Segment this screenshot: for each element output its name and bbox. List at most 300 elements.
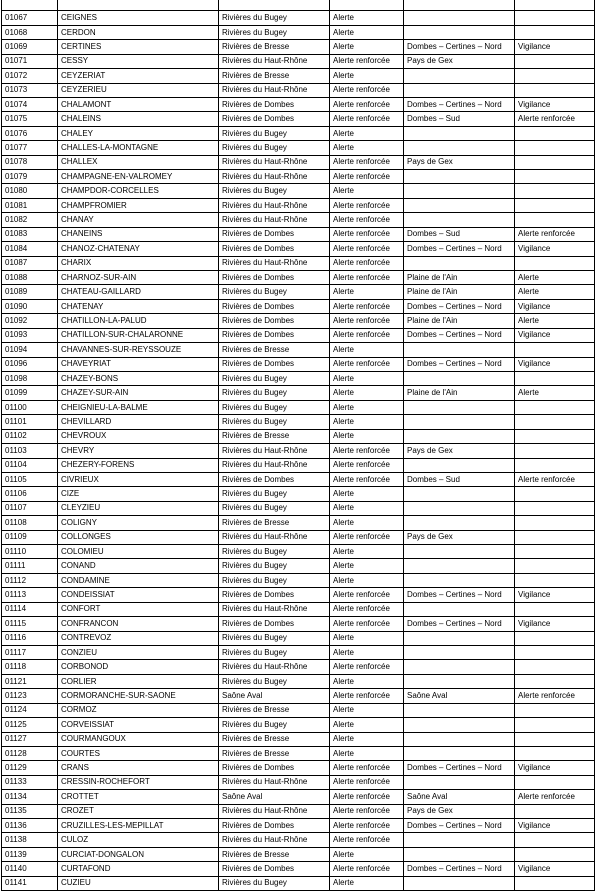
cell-situation-riviere: Alerte bbox=[330, 386, 404, 400]
cell-situation-nappe bbox=[515, 602, 595, 616]
cell-code: 01102 bbox=[2, 429, 58, 443]
cell-zone-nappe bbox=[404, 141, 515, 155]
cell-code: 01107 bbox=[2, 501, 58, 515]
cell-situation-riviere: Alerte renforcée bbox=[330, 444, 404, 458]
cell-zone-nappe: Dombes – Certines – Nord bbox=[404, 862, 515, 876]
cell-situation-riviere: Alerte renforcée bbox=[330, 271, 404, 285]
cell-situation-nappe: Vigilance bbox=[515, 242, 595, 256]
cell-zone-nappe bbox=[404, 0, 515, 11]
cell-situation-riviere: Alerte bbox=[330, 429, 404, 443]
cell-commune: CORMOZ bbox=[58, 703, 219, 717]
cell-commune: CESSY bbox=[58, 54, 219, 68]
cell-situation-nappe bbox=[515, 559, 595, 573]
cell-situation-nappe bbox=[515, 545, 595, 559]
cell-situation-nappe bbox=[515, 530, 595, 544]
cell-code: 01110 bbox=[2, 545, 58, 559]
cell-zone-nappe: Dombes – Sud bbox=[404, 112, 515, 126]
cell-situation-nappe bbox=[515, 126, 595, 140]
cell-situation-nappe: Vigilance bbox=[515, 819, 595, 833]
cell-situation-nappe bbox=[515, 83, 595, 97]
cell-situation-nappe bbox=[515, 343, 595, 357]
cell-code: 01116 bbox=[2, 631, 58, 645]
cell-commune: CIVRIEUX bbox=[58, 472, 219, 486]
table-row bbox=[2, 501, 595, 515]
cell-zone-nappe bbox=[404, 573, 515, 587]
cell-situation-riviere: Alerte bbox=[330, 847, 404, 861]
cell-bassin-riviere: Rivières du Bugey bbox=[219, 674, 330, 688]
table-row bbox=[2, 227, 595, 241]
table-row bbox=[2, 746, 595, 760]
cell-situation-riviere: Alerte renforcée bbox=[330, 227, 404, 241]
cell-code: 01074 bbox=[2, 97, 58, 111]
cell-bassin-riviere: Rivières du Haut-Rhône bbox=[219, 198, 330, 212]
table-row bbox=[2, 631, 595, 645]
cell-code: 01108 bbox=[2, 516, 58, 530]
cell-zone-nappe bbox=[404, 371, 515, 385]
cell-code: 01118 bbox=[2, 660, 58, 674]
cell-code: 01129 bbox=[2, 761, 58, 775]
cell-bassin-riviere: Rivières du Haut-Rhône bbox=[219, 458, 330, 472]
cell-situation-nappe: Vigilance bbox=[515, 761, 595, 775]
cell-code: 01077 bbox=[2, 141, 58, 155]
cell-situation-nappe bbox=[515, 256, 595, 270]
table-row bbox=[2, 184, 595, 198]
cell-zone-nappe: Plaine de l'Ain bbox=[404, 285, 515, 299]
cell-situation-nappe bbox=[515, 54, 595, 68]
cell-situation-riviere: Alerte bbox=[330, 516, 404, 530]
cell-bassin-riviere: Rivières du Bugey bbox=[219, 718, 330, 732]
cell-situation-nappe: Alerte renforcée bbox=[515, 112, 595, 126]
cell-commune: COURTES bbox=[58, 746, 219, 760]
cell-code: 01124 bbox=[2, 703, 58, 717]
table-row bbox=[2, 371, 595, 385]
table-row bbox=[2, 415, 595, 429]
cell-bassin-riviere: Rivières du Bugey bbox=[219, 631, 330, 645]
cell-zone-nappe bbox=[404, 775, 515, 789]
cell-situation-riviere: Alerte bbox=[330, 718, 404, 732]
cell-situation-nappe bbox=[515, 645, 595, 659]
table-row bbox=[2, 602, 595, 616]
cell-zone-nappe bbox=[404, 69, 515, 83]
cell-code: 01104 bbox=[2, 458, 58, 472]
table-row bbox=[2, 761, 595, 775]
cell-code: 01092 bbox=[2, 314, 58, 328]
cell-situation-nappe bbox=[515, 415, 595, 429]
cell-situation-riviere: Alerte bbox=[330, 631, 404, 645]
cell-zone-nappe bbox=[404, 170, 515, 184]
cell-situation-nappe: Alerte renforcée bbox=[515, 227, 595, 241]
cell-code: 01099 bbox=[2, 386, 58, 400]
cell-zone-nappe bbox=[404, 415, 515, 429]
cell-code: 01083 bbox=[2, 227, 58, 241]
cell-bassin-riviere: Rivières de Bresse bbox=[219, 69, 330, 83]
cell-situation-nappe: Vigilance bbox=[515, 862, 595, 876]
cell-commune: CEIGNES bbox=[58, 11, 219, 25]
cell-code: 01067 bbox=[2, 11, 58, 25]
cell-situation-nappe bbox=[515, 718, 595, 732]
table-row bbox=[2, 198, 595, 212]
cell-zone-nappe: Dombes – Certines – Nord bbox=[404, 40, 515, 54]
cell-commune: CHARIX bbox=[58, 256, 219, 270]
cell-bassin-riviere: Rivières du Bugey bbox=[219, 501, 330, 515]
cell-zone-nappe bbox=[404, 11, 515, 25]
cell-situation-nappe bbox=[515, 674, 595, 688]
cell-zone-nappe: Pays de Gex bbox=[404, 530, 515, 544]
cell-situation-nappe bbox=[515, 444, 595, 458]
cell-bassin-riviere: Rivières du Haut-Rhône bbox=[219, 833, 330, 847]
cell-commune: CHEVROUX bbox=[58, 429, 219, 443]
cell-situation-riviere: Alerte renforcée bbox=[330, 155, 404, 169]
cell-situation-nappe: Alerte bbox=[515, 271, 595, 285]
cell-situation-nappe bbox=[515, 631, 595, 645]
table-row bbox=[2, 559, 595, 573]
cell-situation-nappe bbox=[515, 0, 595, 11]
table-row bbox=[2, 126, 595, 140]
cell-code: 01078 bbox=[2, 155, 58, 169]
table-row bbox=[2, 314, 595, 328]
cell-bassin-riviere: Rivières de Dombes bbox=[219, 328, 330, 342]
table-row bbox=[2, 83, 595, 97]
table-row bbox=[2, 271, 595, 285]
cell-situation-riviere: Alerte renforcée bbox=[330, 862, 404, 876]
table-row bbox=[2, 285, 595, 299]
cell-commune: CHANOZ-CHATENAY bbox=[58, 242, 219, 256]
cell-bassin-riviere: Rivières du Bugey bbox=[219, 573, 330, 587]
cell-zone-nappe bbox=[404, 602, 515, 616]
cell-zone-nappe bbox=[404, 458, 515, 472]
cell-bassin-riviere: Rivières du Bugey bbox=[219, 285, 330, 299]
table-row bbox=[2, 790, 595, 804]
table-row bbox=[2, 573, 595, 587]
cell-bassin-riviere: Rivières de Dombes bbox=[219, 299, 330, 313]
cell-bassin-riviere: Rivières du Bugey bbox=[219, 400, 330, 414]
cell-situation-riviere: Alerte bbox=[330, 501, 404, 515]
cell-situation-riviere: Alerte renforcée bbox=[330, 602, 404, 616]
cell-situation-nappe bbox=[515, 141, 595, 155]
cell-bassin-riviere: Rivières de Bresse bbox=[219, 847, 330, 861]
cell-commune: CERDON bbox=[58, 25, 219, 39]
table-row bbox=[2, 617, 595, 631]
cell-commune: CRESSIN-ROCHEFORT bbox=[58, 775, 219, 789]
table-row bbox=[2, 11, 595, 25]
cell-zone-nappe: Dombes – Certines – Nord bbox=[404, 97, 515, 111]
cell-commune: CHALAMONT bbox=[58, 97, 219, 111]
cell-commune: CHAMPAGNE-EN-VALROMEY bbox=[58, 170, 219, 184]
cell-code: 01139 bbox=[2, 847, 58, 861]
cell-code: 01098 bbox=[2, 371, 58, 385]
cell-commune: CHATILLON-SUR-CHALARONNE bbox=[58, 328, 219, 342]
table-row bbox=[2, 40, 595, 54]
cell-bassin-riviere: Rivières de Bresse bbox=[219, 732, 330, 746]
table-row bbox=[2, 674, 595, 688]
cell-situation-riviere: Alerte renforcée bbox=[330, 775, 404, 789]
table-row bbox=[2, 718, 595, 732]
table-row bbox=[2, 444, 595, 458]
cell-commune: CONDAMINE bbox=[58, 573, 219, 587]
cell-bassin-riviere: Rivières du Haut-Rhône bbox=[219, 155, 330, 169]
cell-zone-nappe bbox=[404, 847, 515, 861]
cell-bassin-riviere: Rivières de Dombes bbox=[219, 97, 330, 111]
cell-zone-nappe: Pays de Gex bbox=[404, 155, 515, 169]
cell-situation-riviere: Alerte renforcée bbox=[330, 804, 404, 818]
cell-code bbox=[2, 0, 58, 11]
table-row bbox=[2, 516, 595, 530]
cell-bassin-riviere: Rivières du Haut-Rhône bbox=[219, 804, 330, 818]
cell-situation-nappe bbox=[515, 847, 595, 861]
cell-situation-riviere: Alerte renforcée bbox=[330, 819, 404, 833]
cell-commune: CHEIGNIEU-LA-BALME bbox=[58, 400, 219, 414]
table-row bbox=[2, 54, 595, 68]
cell-bassin-riviere: Rivières de Dombes bbox=[219, 819, 330, 833]
cell-zone-nappe bbox=[404, 487, 515, 501]
cell-zone-nappe bbox=[404, 876, 515, 890]
cell-commune: CLEYZIEU bbox=[58, 501, 219, 515]
cell-code: 01073 bbox=[2, 83, 58, 97]
cell-bassin-riviere: Rivières de Dombes bbox=[219, 588, 330, 602]
cell-code: 01094 bbox=[2, 343, 58, 357]
cell-situation-nappe: Alerte bbox=[515, 386, 595, 400]
cell-code: 01114 bbox=[2, 602, 58, 616]
table-row bbox=[2, 689, 595, 703]
cell-situation-riviere: Alerte bbox=[330, 25, 404, 39]
cell-code: 01096 bbox=[2, 357, 58, 371]
table-row bbox=[2, 357, 595, 371]
cell-code: 01111 bbox=[2, 559, 58, 573]
cell-commune: CUZIEU bbox=[58, 876, 219, 890]
table-row bbox=[2, 775, 595, 789]
cell-bassin-riviere: Rivières du Bugey bbox=[219, 545, 330, 559]
cell-zone-nappe: Dombes – Certines – Nord bbox=[404, 588, 515, 602]
cell-code: 01115 bbox=[2, 617, 58, 631]
cell-situation-riviere: Alerte bbox=[330, 415, 404, 429]
table-row bbox=[2, 819, 595, 833]
restriction-table-body bbox=[2, 0, 595, 891]
cell-commune: CHATILLON-LA-PALUD bbox=[58, 314, 219, 328]
table-row bbox=[2, 25, 595, 39]
cell-situation-riviere: Alerte renforcée bbox=[330, 790, 404, 804]
cell-bassin-riviere: Rivières de Dombes bbox=[219, 617, 330, 631]
cell-situation-riviere: Alerte renforcée bbox=[330, 54, 404, 68]
table-row bbox=[2, 112, 595, 126]
cell-bassin-riviere: Rivières du Haut-Rhône bbox=[219, 54, 330, 68]
table-row bbox=[2, 0, 595, 11]
table-row bbox=[2, 862, 595, 876]
cell-situation-nappe bbox=[515, 660, 595, 674]
cell-situation-nappe bbox=[515, 429, 595, 443]
table-row bbox=[2, 155, 595, 169]
cell-bassin-riviere: Rivières du Bugey bbox=[219, 487, 330, 501]
cell-commune: COURMANGOUX bbox=[58, 732, 219, 746]
cell-situation-riviere: Alerte bbox=[330, 141, 404, 155]
cell-commune: CHALLES-LA-MONTAGNE bbox=[58, 141, 219, 155]
cell-situation-nappe: Vigilance bbox=[515, 357, 595, 371]
cell-commune bbox=[58, 0, 219, 11]
cell-zone-nappe bbox=[404, 516, 515, 530]
cell-commune: CONDEISSIAT bbox=[58, 588, 219, 602]
cell-code: 01075 bbox=[2, 112, 58, 126]
cell-situation-riviere: Alerte renforcée bbox=[330, 256, 404, 270]
cell-bassin-riviere: Rivières de Dombes bbox=[219, 761, 330, 775]
cell-code: 01112 bbox=[2, 573, 58, 587]
cell-commune: CHATENAY bbox=[58, 299, 219, 313]
cell-zone-nappe: Dombes – Certines – Nord bbox=[404, 328, 515, 342]
cell-zone-nappe bbox=[404, 833, 515, 847]
cell-zone-nappe: Plaine de l'Ain bbox=[404, 386, 515, 400]
cell-bassin-riviere: Rivières du Bugey bbox=[219, 559, 330, 573]
cell-code: 01105 bbox=[2, 472, 58, 486]
cell-zone-nappe: Dombes – Certines – Nord bbox=[404, 299, 515, 313]
cell-commune: CHANAY bbox=[58, 213, 219, 227]
cell-commune: CHATEAU-GAILLARD bbox=[58, 285, 219, 299]
cell-bassin-riviere: Rivières du Bugey bbox=[219, 184, 330, 198]
cell-commune: CULOZ bbox=[58, 833, 219, 847]
cell-bassin-riviere: Rivières du Bugey bbox=[219, 876, 330, 890]
cell-zone-nappe: Dombes – Certines – Nord bbox=[404, 617, 515, 631]
cell-commune: CHALLEX bbox=[58, 155, 219, 169]
cell-code: 01069 bbox=[2, 40, 58, 54]
cell-commune: CHAVANNES-SUR-REYSSOUZE bbox=[58, 343, 219, 357]
cell-code: 01076 bbox=[2, 126, 58, 140]
cell-code: 01140 bbox=[2, 862, 58, 876]
cell-bassin-riviere: Rivières du Haut-Rhône bbox=[219, 256, 330, 270]
cell-zone-nappe bbox=[404, 631, 515, 645]
cell-bassin-riviere bbox=[219, 0, 330, 11]
cell-bassin-riviere: Rivières du Bugey bbox=[219, 11, 330, 25]
cell-code: 01113 bbox=[2, 588, 58, 602]
cell-commune: CORBONOD bbox=[58, 660, 219, 674]
cell-zone-nappe bbox=[404, 256, 515, 270]
cell-zone-nappe bbox=[404, 674, 515, 688]
cell-situation-riviere: Alerte renforcée bbox=[330, 97, 404, 111]
cell-situation-riviere: Alerte renforcée bbox=[330, 588, 404, 602]
cell-commune: CEYZERIAT bbox=[58, 69, 219, 83]
table-row bbox=[2, 545, 595, 559]
cell-zone-nappe bbox=[404, 746, 515, 760]
cell-zone-nappe bbox=[404, 184, 515, 198]
cell-situation-riviere: Alerte renforcée bbox=[330, 83, 404, 97]
table-row bbox=[2, 645, 595, 659]
cell-bassin-riviere: Rivières de Dombes bbox=[219, 357, 330, 371]
table-row bbox=[2, 847, 595, 861]
cell-situation-nappe: Vigilance bbox=[515, 328, 595, 342]
cell-zone-nappe bbox=[404, 501, 515, 515]
cell-situation-nappe bbox=[515, 25, 595, 39]
cell-zone-nappe bbox=[404, 83, 515, 97]
cell-situation-riviere: Alerte bbox=[330, 559, 404, 573]
cell-situation-riviere: Alerte bbox=[330, 703, 404, 717]
cell-zone-nappe bbox=[404, 703, 515, 717]
cell-zone-nappe bbox=[404, 545, 515, 559]
table-row bbox=[2, 588, 595, 602]
cell-code: 01079 bbox=[2, 170, 58, 184]
table-row bbox=[2, 732, 595, 746]
cell-zone-nappe bbox=[404, 343, 515, 357]
cell-commune: CORLIER bbox=[58, 674, 219, 688]
cell-situation-nappe: Vigilance bbox=[515, 299, 595, 313]
restriction-table bbox=[1, 0, 595, 891]
cell-commune: CRUZILLES-LES-MEPILLAT bbox=[58, 819, 219, 833]
cell-situation-riviere: Alerte renforcée bbox=[330, 213, 404, 227]
cell-zone-nappe bbox=[404, 126, 515, 140]
cell-zone-nappe bbox=[404, 660, 515, 674]
cell-situation-nappe: Alerte bbox=[515, 314, 595, 328]
cell-situation-riviere: Alerte bbox=[330, 40, 404, 54]
cell-bassin-riviere: Rivières du Haut-Rhône bbox=[219, 213, 330, 227]
cell-code: 01117 bbox=[2, 645, 58, 659]
cell-situation-riviere: Alerte renforcée bbox=[330, 299, 404, 313]
table-row bbox=[2, 487, 595, 501]
cell-situation-nappe: Vigilance bbox=[515, 588, 595, 602]
cell-commune: CHANEINS bbox=[58, 227, 219, 241]
cell-zone-nappe: Dombes – Certines – Nord bbox=[404, 819, 515, 833]
cell-situation-nappe bbox=[515, 501, 595, 515]
cell-bassin-riviere: Rivières du Bugey bbox=[219, 415, 330, 429]
cell-commune: CERTINES bbox=[58, 40, 219, 54]
cell-code: 01101 bbox=[2, 415, 58, 429]
cell-code: 01090 bbox=[2, 299, 58, 313]
cell-bassin-riviere: Rivières du Haut-Rhône bbox=[219, 170, 330, 184]
cell-commune: CRANS bbox=[58, 761, 219, 775]
cell-situation-nappe bbox=[515, 170, 595, 184]
cell-situation-nappe: Vigilance bbox=[515, 97, 595, 111]
cell-zone-nappe: Pays de Gex bbox=[404, 444, 515, 458]
cell-zone-nappe: Saône Aval bbox=[404, 790, 515, 804]
cell-bassin-riviere: Rivières du Bugey bbox=[219, 371, 330, 385]
cell-situation-riviere: Alerte bbox=[330, 285, 404, 299]
table-row bbox=[2, 876, 595, 890]
cell-zone-nappe: Plaine de l'Ain bbox=[404, 271, 515, 285]
cell-situation-riviere: Alerte bbox=[330, 69, 404, 83]
cell-code: 01100 bbox=[2, 400, 58, 414]
cell-bassin-riviere: Rivières de Dombes bbox=[219, 271, 330, 285]
table-row bbox=[2, 530, 595, 544]
cell-commune: COLLONGES bbox=[58, 530, 219, 544]
cell-situation-nappe bbox=[515, 400, 595, 414]
cell-situation-nappe bbox=[515, 155, 595, 169]
cell-commune: CURTAFOND bbox=[58, 862, 219, 876]
cell-commune: CHEZERY-FORENS bbox=[58, 458, 219, 472]
cell-bassin-riviere: Rivières de Bresse bbox=[219, 343, 330, 357]
cell-situation-riviere: Alerte bbox=[330, 674, 404, 688]
cell-situation-nappe bbox=[515, 833, 595, 847]
cell-zone-nappe: Dombes – Sud bbox=[404, 472, 515, 486]
cell-situation-riviere: Alerte renforcée bbox=[330, 198, 404, 212]
cell-bassin-riviere: Rivières du Bugey bbox=[219, 645, 330, 659]
cell-code: 01082 bbox=[2, 213, 58, 227]
cell-zone-nappe bbox=[404, 25, 515, 39]
cell-situation-nappe: Alerte renforcée bbox=[515, 472, 595, 486]
cell-commune: CORMORANCHE-SUR-SAONE bbox=[58, 689, 219, 703]
cell-situation-nappe bbox=[515, 69, 595, 83]
table-row bbox=[2, 69, 595, 83]
cell-situation-riviere: Alerte renforcée bbox=[330, 112, 404, 126]
cell-situation-riviere: Alerte renforcée bbox=[330, 170, 404, 184]
cell-commune: CHARNOZ-SUR-AIN bbox=[58, 271, 219, 285]
cell-situation-riviere: Alerte bbox=[330, 573, 404, 587]
cell-situation-nappe bbox=[515, 487, 595, 501]
cell-code: 01081 bbox=[2, 198, 58, 212]
cell-situation-nappe: Alerte renforcée bbox=[515, 689, 595, 703]
cell-situation-riviere: Alerte renforcée bbox=[330, 472, 404, 486]
cell-bassin-riviere: Saône Aval bbox=[219, 790, 330, 804]
cell-commune: CHAVEYRIAT bbox=[58, 357, 219, 371]
table-row bbox=[2, 804, 595, 818]
cell-situation-riviere: Alerte bbox=[330, 400, 404, 414]
cell-situation-nappe bbox=[515, 573, 595, 587]
cell-situation-nappe bbox=[515, 458, 595, 472]
cell-zone-nappe bbox=[404, 732, 515, 746]
cell-situation-riviere bbox=[330, 0, 404, 11]
